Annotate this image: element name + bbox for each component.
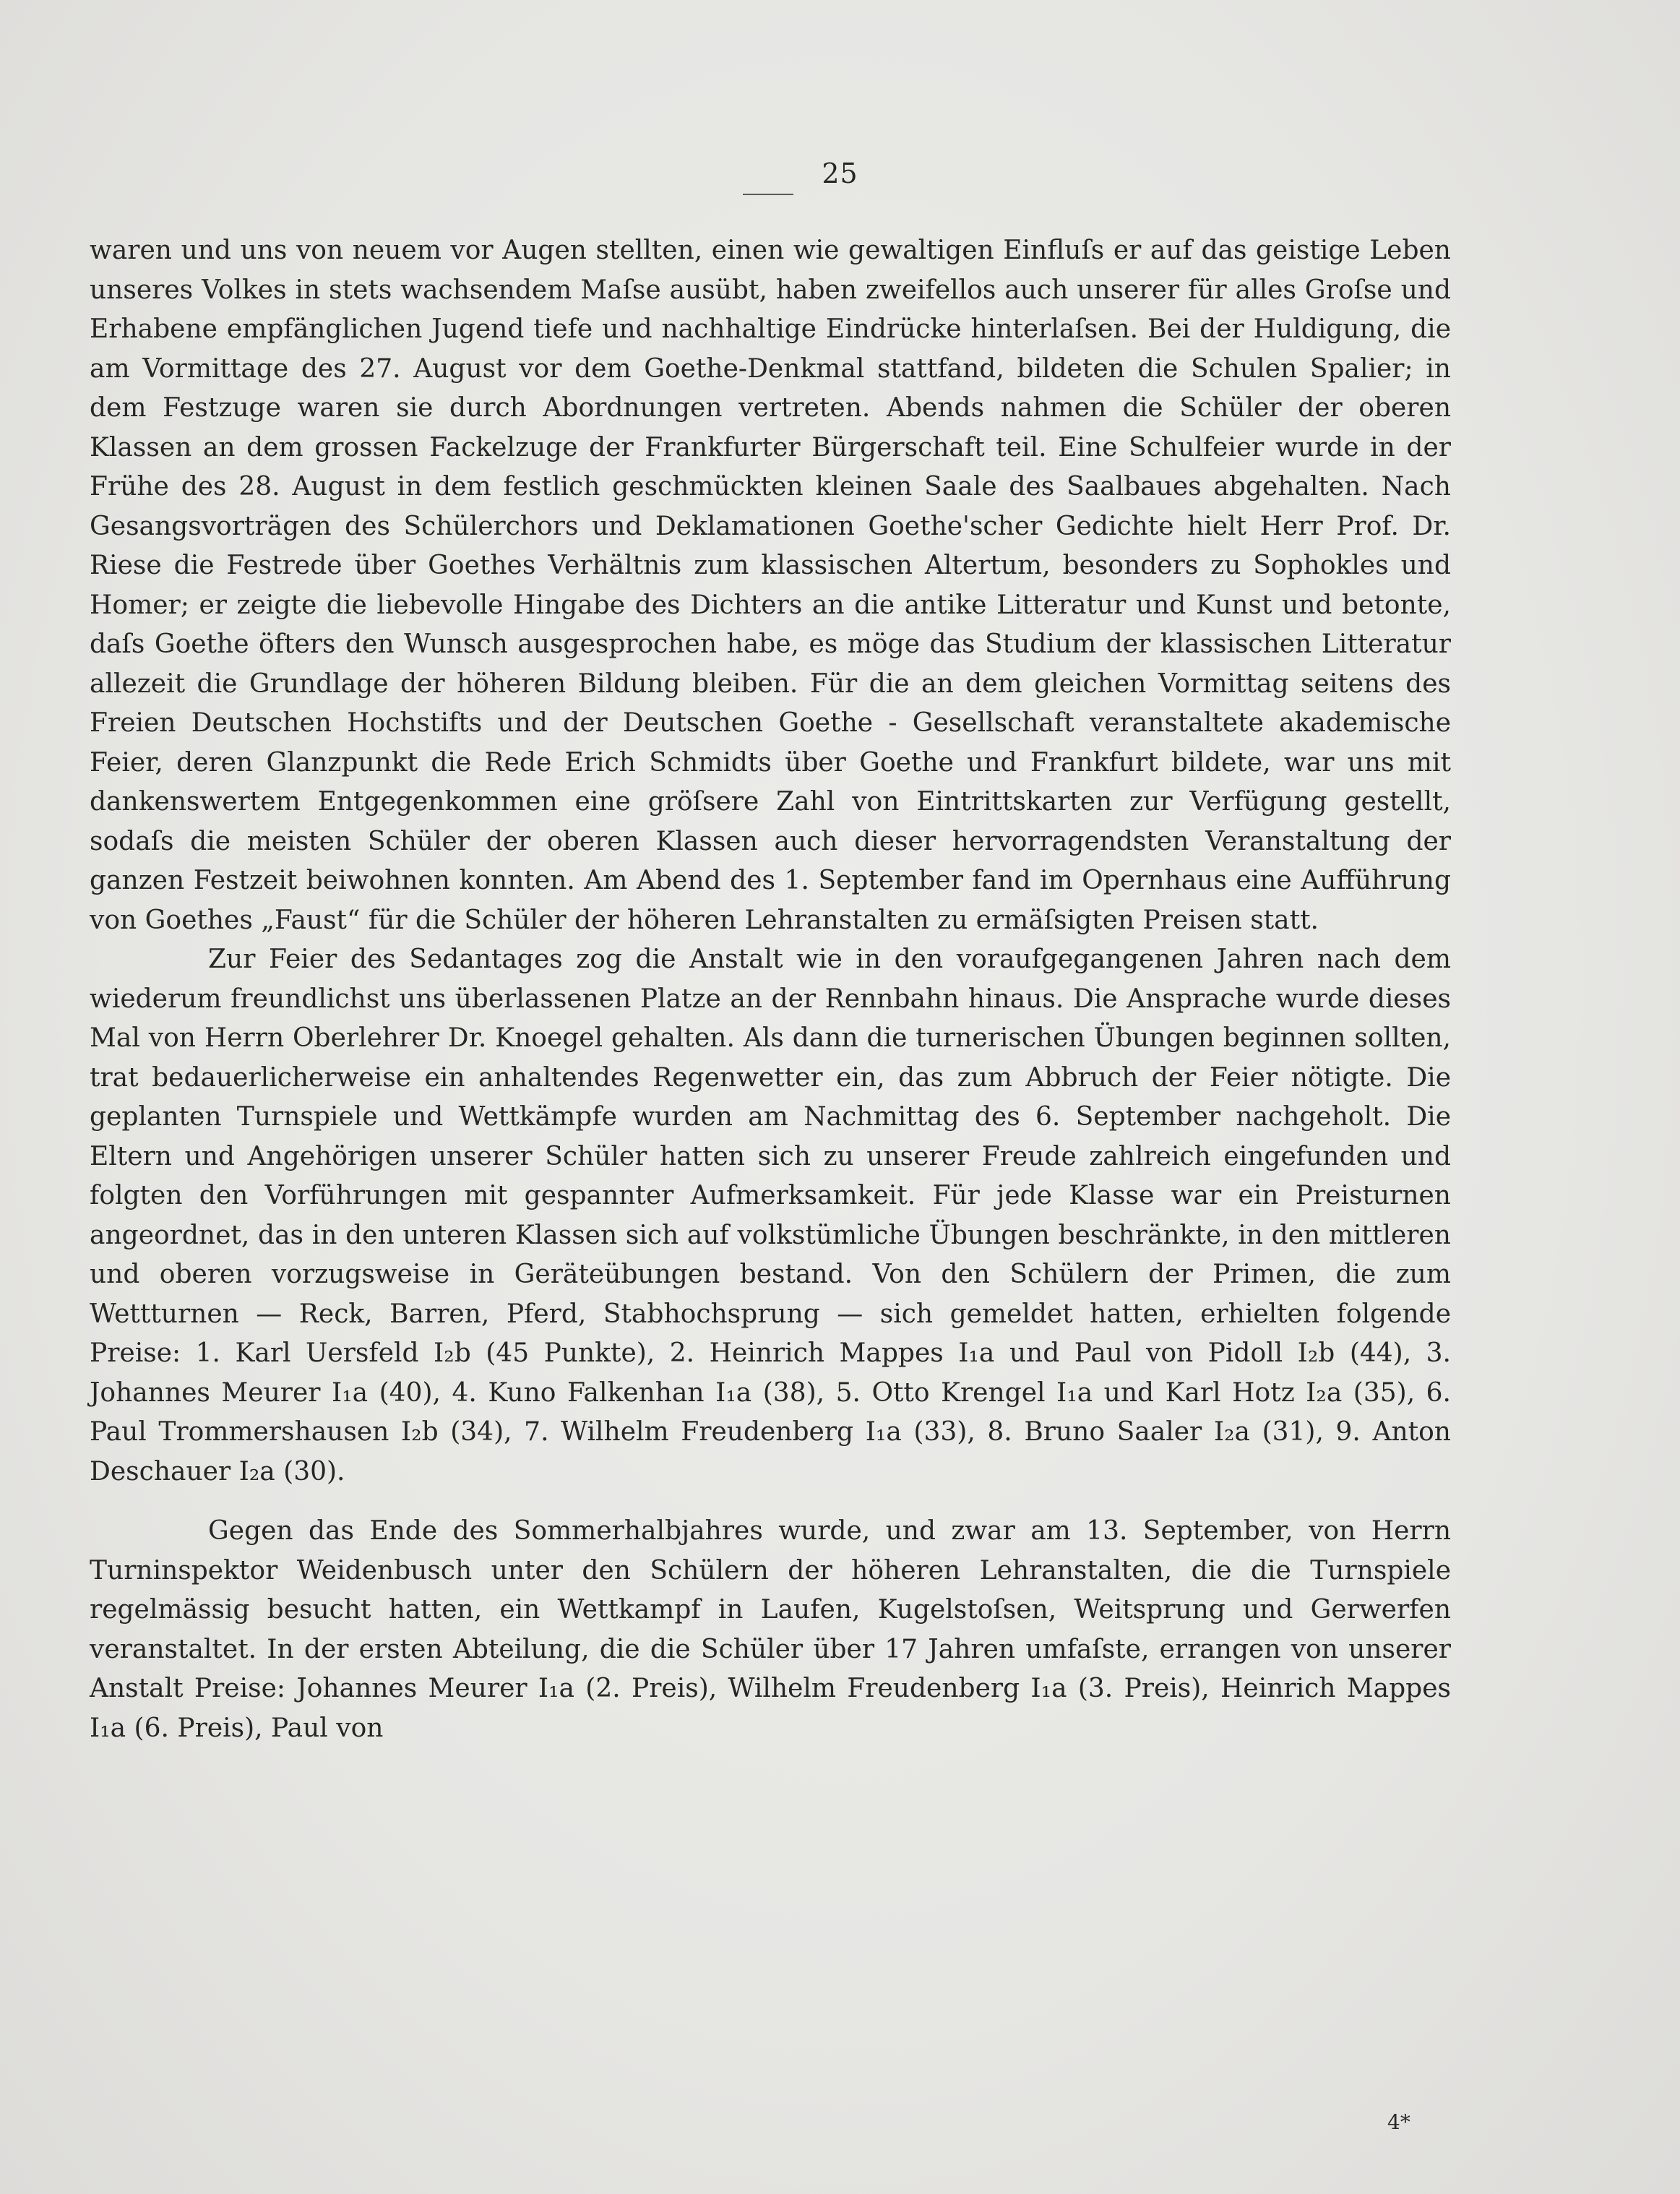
paragraph-competition: Gegen das Ende des Sommerhalbjahres wurde, und zwar am 13. September, von Herrn Turninspektor Weidenbusch unter den Schülern der höheren Lehranstalten, die die Turnspiele regelmässig besucht hatten, ein Wettkampf in Laufen, Kugelstoſsen, Weitsprung und Gerwerfen veranstaltet. In der ersten Abteilung, die die Schüler über 17 Jahren umfaſste, errangen von unserer Anstalt Preise: Johannes Meurer I₁a (2. Preis), Wilhelm Freudenberg I₁a (3. Preis), Heinrich Mappes I₁a (6. Preis), Paul von <box>90 1516 1451 1743</box>
signature-mark: 4* <box>1387 2110 1410 2134</box>
paragraph-sedan-day: Zur Feier des Sedantages zog die Anstalt wie in den voraufgegangenen Jahren nach dem wiederum freundlichst uns überlassenen Platze an der Rennbahn hinaus. Die Ansprache wurde dieses Mal von Herrn Oberlehrer Dr. Knoegel gehalten. Als dann die turnerischen Übungen beginnen sollten, trat bedauerlicherweise ein anhaltendes Regenwetter ein, das zum Abbruch der Feier nötigte. Die geplanten Turnspiele und Wettkämpfe wurden am Nachmittag des 6. September nachgeholt. Die Eltern und Angehörigen unserer Schüler hatten sich zu unserer Freude zahlreich eingefunden und folgten den Vorführungen mit gespannter Aufmerksamkeit. Für jede Klasse war ein Preisturnen angeordnet, das in den unteren Klassen sich auf volkstümliche Übungen beschränkte, in den mittleren und oberen vorzugsweise in Geräteübungen bestand. Von den Schülern der Primen, die zum Wettturnen — Reck, Barren, Pferd, Stabhochsprung — sich gemeldet hatten, erhielten folgende Preise: 1. Karl Uersfeld I₂b (45 Punkte), 2. Heinrich Mappes I₁a und Paul von Pidoll I₂b (44), 3. Johannes Meurer I₁a (40), 4. Kuno Falkenhan I₁a (38), 5. Otto Krengel I₁a und Karl Hotz I₂a (35), 6. Paul Trommershausen I₂b (34), 7. Wilhelm Freudenberg I₁a (33), 8. Bruno Saaler I₂a (31), 9. Anton Deschauer I₂a (30). <box>90 945 1451 1487</box>
paragraph-goethe-festival: waren und uns von neuem vor Augen stellten, einen wie gewaltigen Einfluſs er auf das geistige Leben unseres Volkes in stets wachsendem Maſse ausübt, haben zweifellos auch unserer für alles Groſse und Erhabene empfänglichen Jugend tiefe und nachhaltige Eindrücke hinterlaſsen. Bei der Huldigung, die am Vormittage des 27. August vor dem Goethe-Denkmal stattfand, bildeten die Schulen Spalier; in dem Festzuge waren sie durch Abordnungen vertreten. Abends nahmen die Schüler der oberen Klassen an dem grossen Fackelzuge der Frankfurter Bürgerschaft teil. Eine Schulfeier wurde in der Frühe des 28. August in dem festlich geschmückten kleinen Saale des Saalbaues abgehalten. Nach Gesangsvorträgen des Schülerchors und Deklamationen Goethe'scher Gedichte hielt Herr Prof. Dr. Riese die Festrede über Goethes Verhältnis zum klassischen Altertum, besonders zu Sophokles und Homer; er zeigte die liebevolle Hingabe des Dichters an die antike Litteratur und Kunst und betonte, daſs Goethe öfters den Wunsch ausgesprochen habe, es möge das Studium der klassischen Litteratur allezeit die Grundlage der höheren Bildung bleiben. Für die an dem gleichen Vormittag seitens des Freien Deutschen Hochstifts und der Deutschen Goethe - Gesellschaft veranstaltete akademische Feier, deren Glanzpunkt die Rede Erich Schmidts über Goethe und Frankfurt bildete, war uns mit dankenswertem Entgegenkommen eine gröſsere Zahl von Eintrittskarten zur Verfügung gestellt, sodaſs die meisten Schüler der oberen Klassen auch dieser hervorragendsten Veranstaltung der ganzen Festzeit beiwohnen konnten. Am Abend des 1. September fand im Opernhaus eine Aufführung von Goethes „Faust“ für die Schüler der höheren Lehranstalten zu ermäſsigten Preisen statt. <box>90 236 1451 935</box>
body-text <box>90 231 1451 1748</box>
paragraph-gap <box>90 1492 1451 1512</box>
page-number-underline <box>743 194 793 195</box>
page-number: 25 <box>822 158 858 189</box>
